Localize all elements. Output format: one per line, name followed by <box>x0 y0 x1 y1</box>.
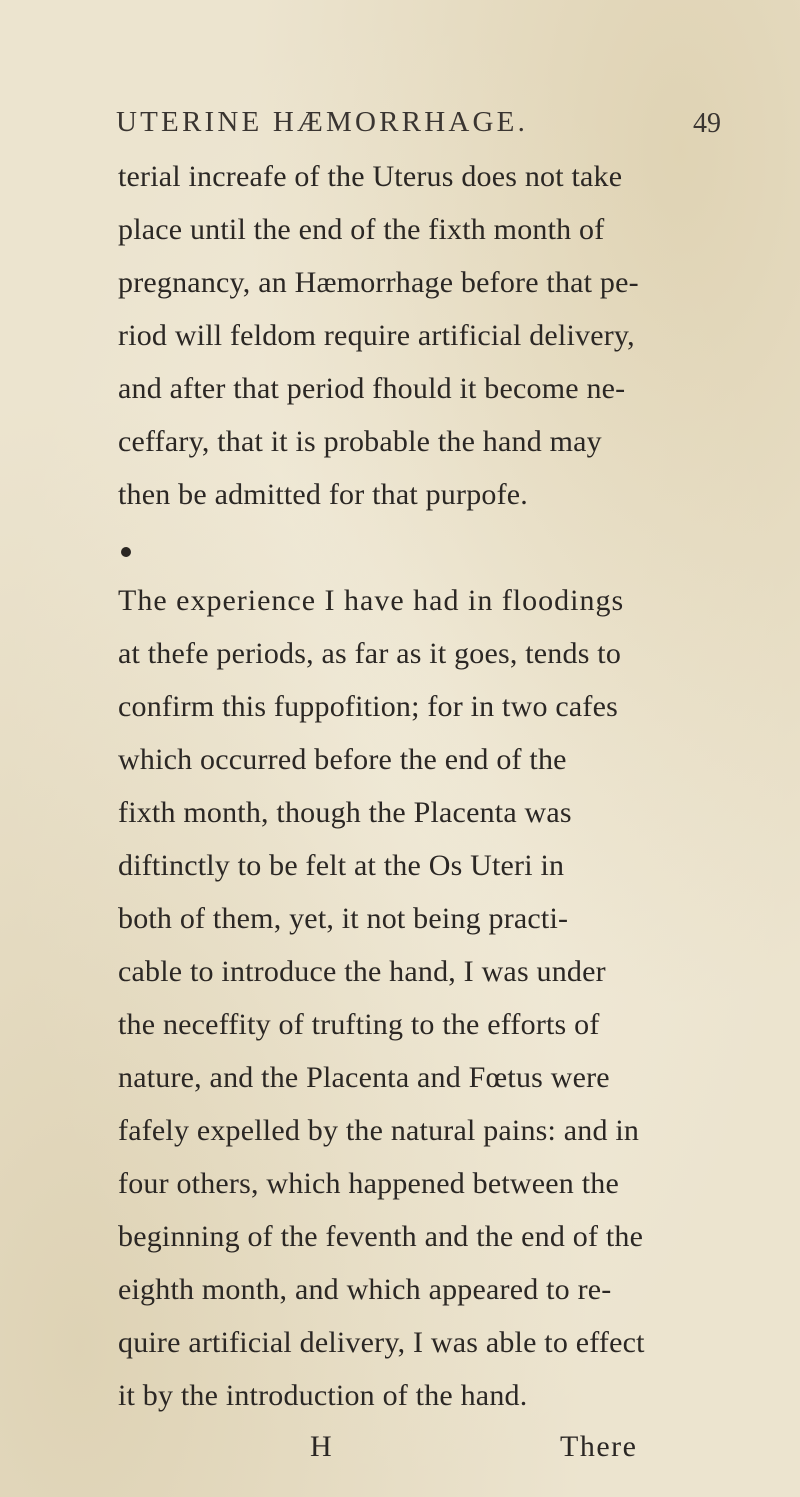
ink-speck <box>121 547 131 557</box>
text-line: and after that period fhould it become ne- <box>118 372 626 405</box>
text-line: confirm this fuppofition; for in two cafes <box>118 690 618 723</box>
text-line: at thefe periods, as far as it goes, tends to <box>118 637 622 670</box>
text-line: beginning of the feventh and the end of the <box>118 1220 644 1253</box>
text-line: ceffary, that it is probable the hand may <box>118 425 602 458</box>
text-line: then be admitted for that purpofe. <box>118 478 528 511</box>
catchword: There <box>560 1430 638 1463</box>
text-line: it by the introduction of the hand. <box>118 1379 528 1412</box>
signature-mark: H <box>310 1430 334 1463</box>
text-line: diftinctly to be felt at the Os Uteri in <box>118 849 565 882</box>
text-line: fixth month, though the Placenta was <box>118 796 572 829</box>
text-line: cable to introduce the hand, I was under <box>118 955 606 988</box>
text-line: fafely expelled by the natural pains: and in <box>118 1114 640 1147</box>
text-line: quire artificial delivery, I was able to effect <box>118 1326 645 1359</box>
text-line: which occurred before the end of the <box>118 743 567 776</box>
text-line: place until the end of the fixth month of <box>118 213 605 246</box>
text-line: terial increafe of the Uterus does not take <box>118 160 623 193</box>
text-line: nature, and the Placenta and Fœtus were <box>118 1061 610 1094</box>
text-line: four others, which happened between the <box>118 1167 619 1200</box>
text-line: riod will feldom require artificial delivery, <box>118 319 635 352</box>
running-title: UTERINE HÆMORRHAGE. <box>116 106 529 138</box>
text-line: both of them, yet, it not being practi- <box>118 902 569 935</box>
text-line: pregnancy, an Hæmorrhage before that pe- <box>118 266 639 299</box>
text-line: The experience I have had in floodings <box>118 584 625 617</box>
text-line: the neceffity of trufting to the efforts of <box>118 1008 600 1041</box>
text-line: eighth month, and which appeared to re- <box>118 1273 612 1306</box>
page-number: 49 <box>693 108 721 139</box>
